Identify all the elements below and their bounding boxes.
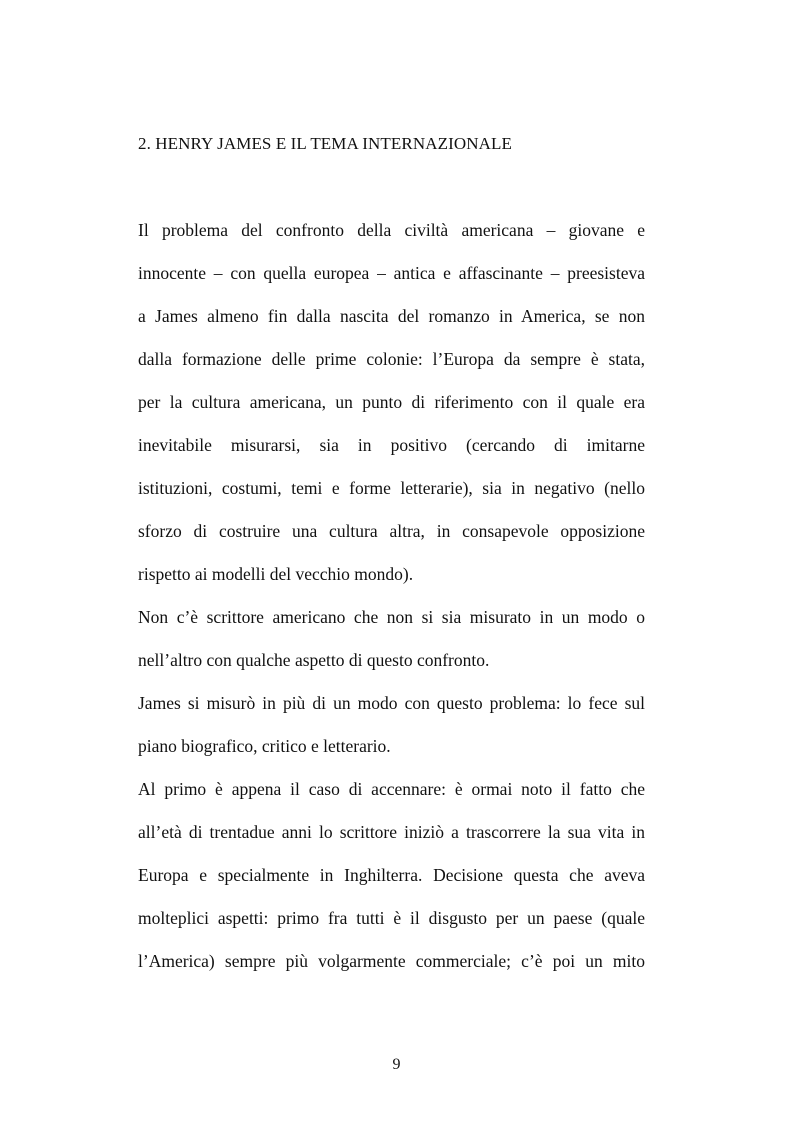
text-line: per la cultura americana, un punto di riferimento con il quale era [138, 392, 645, 412]
text-line: inevitabile misurarsi, sia in positivo (cercando di imitarne [138, 435, 645, 455]
text-line: innocente – con quella europea – antica e affascinante – preesisteva [138, 263, 645, 283]
text-line: piano biografico, critico e letterario. [138, 736, 391, 756]
text-line: rispetto ai modelli del vecchio mondo). [138, 564, 414, 584]
page-title: 2. HENRY JAMES E IL TEMA INTERNAZIONALE [138, 134, 512, 153]
text-line: all’età di trentadue anni lo scrittore iniziò a trascorrere la sua vita in [138, 822, 645, 842]
text-line: Il problema del confronto della civiltà americana – giovane e [138, 220, 645, 240]
text-line: molteplici aspetti: primo fra tutti è il disgusto per un paese (quale [138, 908, 645, 928]
text-line: Europa e specialmente in Inghilterra. Decisione questa che aveva [138, 865, 645, 885]
text-line: James si misurò in più di un modo con questo problema: lo fece sul [138, 693, 645, 713]
text-line: l’America) sempre più volgarmente commerciale; c’è poi un mito [138, 951, 645, 971]
text-line: dalla formazione delle prime colonie: l’Europa da sempre è stata, [138, 349, 645, 369]
text-line: Al primo è appena il caso di accennare: è ormai noto il fatto che [138, 779, 645, 799]
text-line: Non c’è scrittore americano che non si sia misurato in un modo o [138, 607, 645, 627]
text-line: nell’altro con qualche aspetto di questo confronto. [138, 650, 490, 670]
text-line: a James almeno fin dalla nascita del romanzo in America, se non [138, 306, 645, 326]
body-text [138, 215, 645, 989]
text-line: sforzo di costruire una cultura altra, in consapevole opposizione [138, 521, 645, 541]
page-number: 9 [392, 1056, 401, 1073]
text-line: istituzioni, costumi, temi e forme letterarie), sia in negativo (nello [138, 478, 645, 498]
